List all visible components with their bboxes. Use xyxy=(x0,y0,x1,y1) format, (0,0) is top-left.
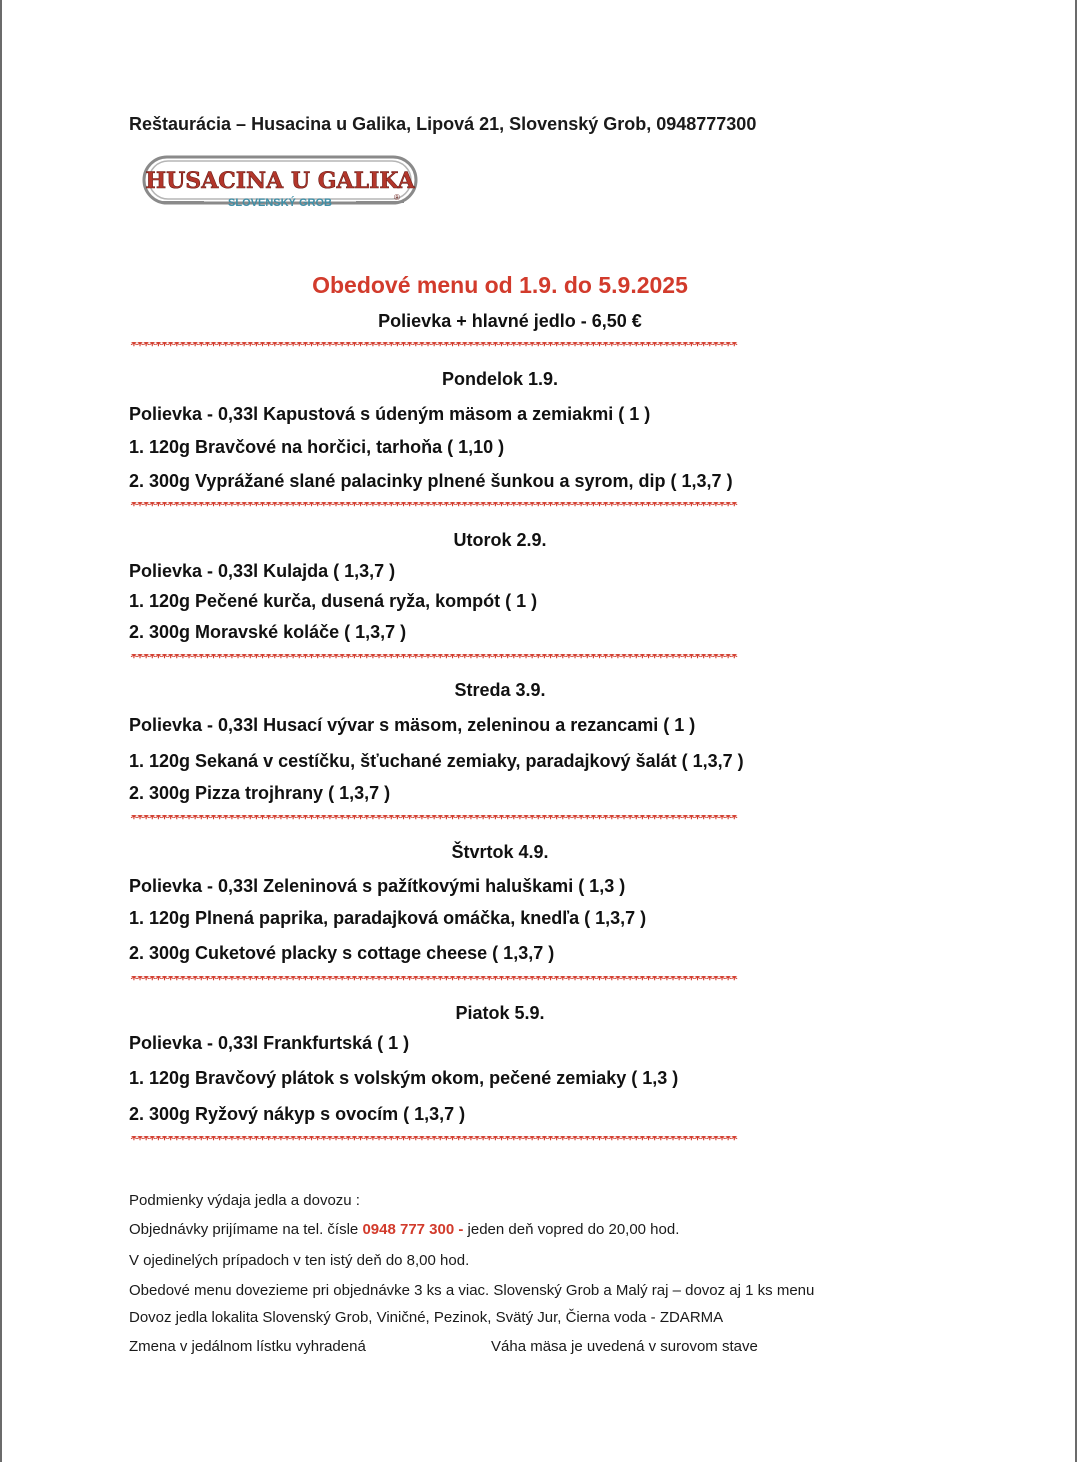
weight-note: Váha mäsa je uvedená v surovom stave xyxy=(491,1338,758,1355)
menu-title: Obedové menu od 1.9. do 5.9.2025 xyxy=(312,272,688,298)
dish2-friday: 2. 300g Ryžový nákyp s ovocím ( 1,3,7 ) xyxy=(129,1104,466,1124)
change-note: Zmena v jedálnom lístku vyhradená xyxy=(129,1338,366,1355)
soup-thursday: Polievka - 0,33l Zeleninová s pažítkovými haluškami ( 1,3 ) xyxy=(129,876,626,896)
locality-note: Dovoz jedla lokalita Slovenský Grob, Viničné, Pezinok, Svätý Jur, Čierna voda - ZDARMA xyxy=(129,1309,724,1326)
order-phone: 0948 777 300 - xyxy=(362,1221,464,1238)
day-heading-tuesday: Utorok 2.9. xyxy=(453,530,547,550)
soup-monday: Polievka - 0,33l Kapustová s údeným mäsom a zemiakmi ( 1 ) xyxy=(129,404,651,424)
dish1-friday: 1. 120g Bravčový plátok s volským okom, pečené zemiaky ( 1,3 ) xyxy=(129,1068,679,1088)
delivery-note: Obedové menu dovezieme pri objednávke 3 ks a viac. Slovenský Grob a Malý raj – dovoz aj 1 ks menu xyxy=(129,1282,815,1299)
separator: *************************************************************************************************** xyxy=(130,654,737,664)
dish2-tuesday: 2. 300g Moravské koláče ( 1,3,7 ) xyxy=(129,622,407,642)
conditions-note: Podmienky výdaja jedla a dovozu : xyxy=(129,1192,360,1209)
dish1-thursday: 1. 120g Plnená paprika, paradajková omáčka, knedľa ( 1,3,7 ) xyxy=(129,908,647,928)
order-note xyxy=(129,1221,679,1238)
day-heading-friday: Piatok 5.9. xyxy=(455,1003,545,1023)
restaurant-header: Reštaurácia – Husacina u Galika, Lipová 21, Slovenský Grob, 0948777300 xyxy=(129,114,757,134)
separator: *************************************************************************************************** xyxy=(130,976,737,986)
svg-text:®: ® xyxy=(394,193,400,202)
order-prefix: Objednávky prijímame na tel. čísle xyxy=(129,1221,363,1238)
price-line: Polievka + hlavné jedlo - 6,50 € xyxy=(378,311,642,331)
dish2-thursday: 2. 300g Cuketové placky s cottage cheese ( 1,3,7 ) xyxy=(129,943,555,963)
separator: *************************************************************************************************** xyxy=(130,502,737,512)
order-suffix: jeden deň vopred do 20,00 hod. xyxy=(463,1221,680,1238)
soup-friday: Polievka - 0,33l Frankfurtská ( 1 ) xyxy=(129,1033,410,1053)
svg-text:SLOVENSKÝ GROB: SLOVENSKÝ GROB xyxy=(228,197,332,209)
same-day-note: V ojedinelých prípadoch v ten istý deň do 8,00 hod. xyxy=(129,1252,470,1269)
dish1-wednesday: 1. 120g Sekaná v cestíčku, šťuchané zemiaky, paradajkový šalát ( 1,3,7 ) xyxy=(129,751,744,771)
soup-tuesday: Polievka - 0,33l Kulajda ( 1,3,7 ) xyxy=(129,561,396,581)
day-heading-thursday: Štvrtok 4.9. xyxy=(451,842,549,862)
separator: *************************************************************************************************** xyxy=(130,815,737,825)
dish2-monday: 2. 300g Vyprážané slané palacinky plnené šunkou a syrom, dip ( 1,3,7 ) xyxy=(129,471,733,491)
dish2-wednesday: 2. 300g Pizza trojhrany ( 1,3,7 ) xyxy=(129,783,391,803)
dish1-monday: 1. 120g Bravčové na horčici, tarhoňa ( 1,10 ) xyxy=(129,437,505,457)
dish1-tuesday: 1. 120g Pečené kurča, dusená ryža, kompót ( 1 ) xyxy=(129,591,538,611)
separator: *************************************************************************************************** xyxy=(130,342,737,352)
separator: *************************************************************************************************** xyxy=(130,1136,737,1146)
restaurant-logo xyxy=(142,155,418,213)
svg-text:HUSACINA U GALIKA: HUSACINA U GALIKA xyxy=(145,168,415,194)
day-heading-monday: Pondelok 1.9. xyxy=(441,369,559,389)
day-heading-wednesday: Streda 3.9. xyxy=(454,680,546,700)
soup-wednesday: Polievka - 0,33l Husací vývar s mäsom, zeleninou a rezancami ( 1 ) xyxy=(129,715,696,735)
